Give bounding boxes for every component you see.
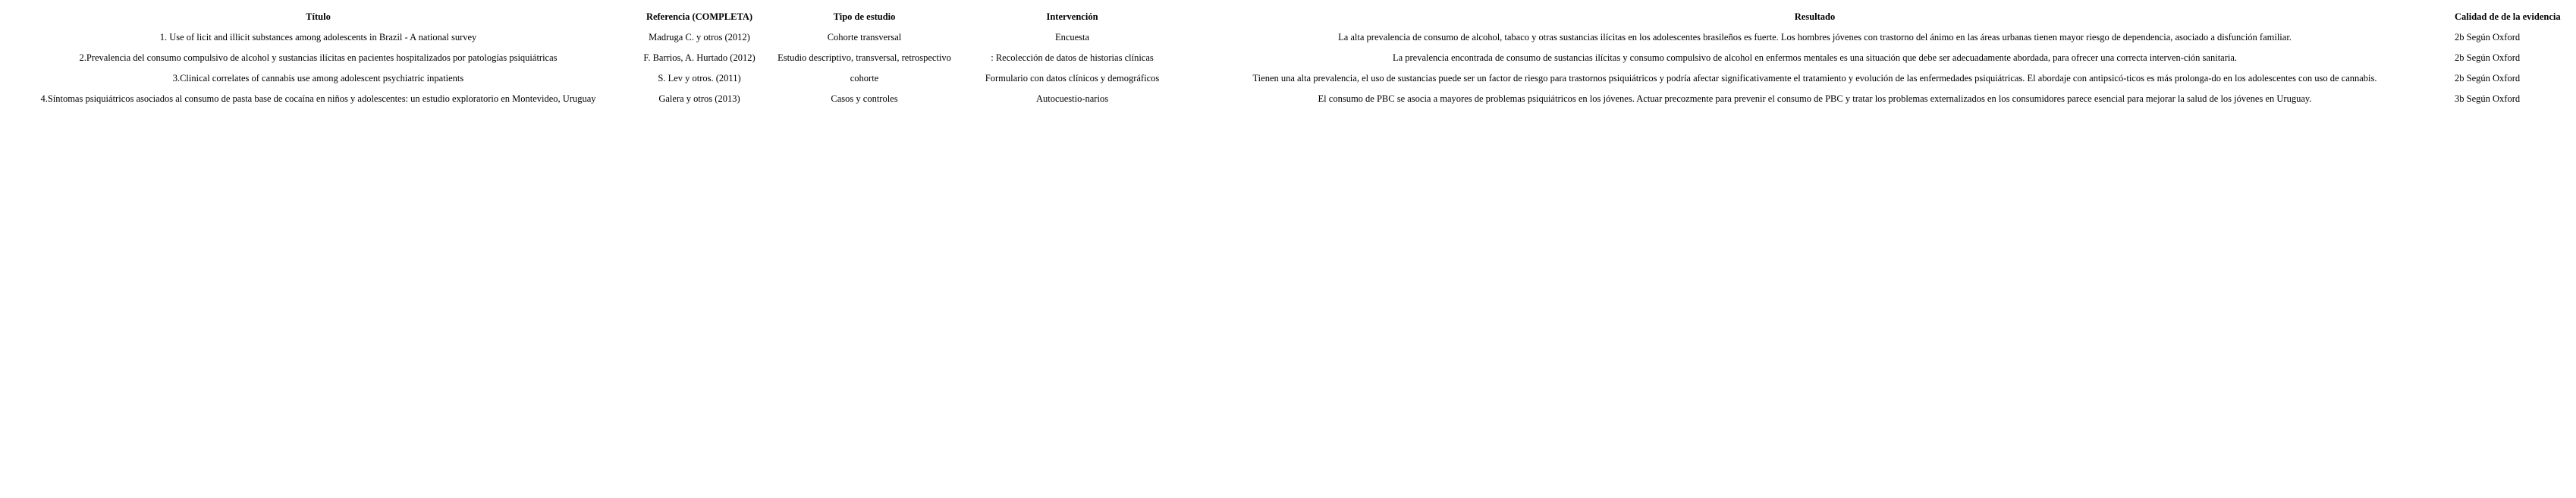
- cell-referencia: Madruga C. y otros (2012): [649, 32, 750, 43]
- cell-titulo: 4.Síntomas psiquiátricos asociados al consumo de pasta base de cocaína en niños y adolescentes: un estudio exploratorio en Montevideo, Uruguay: [40, 93, 596, 104]
- cell-titulo: 2.Prevalencia del consumo compulsivo de alcohol y sustancias ilícitas en pacientes hospitalizados por patologías psiquiátricas: [79, 52, 558, 63]
- table-header: [0, 7, 2576, 27]
- header-calidad-evidencia: Calidad de de la evidencia: [2455, 11, 2561, 22]
- cell-intervencion: Formulario con datos clínicos y demográficos: [985, 73, 1160, 84]
- header-tipo-estudio: Tipo de estudio: [833, 11, 896, 22]
- cell-calidad-evidencia: 2b Según Oxford: [2455, 73, 2521, 84]
- cell-referencia: S. Lev y otros. (2011): [658, 73, 741, 84]
- cell-resultado: El consumo de PBC se asocia a mayores de problemas psiquiátricos en los jóvenes. Actuar precozmente para prevenir el consumo de PBC y tratar los problemas externalizados en los consumidores parece esencial para mejorar la salud de los jóvenes en Uruguay.: [1318, 93, 2312, 104]
- header-referencia: Referencia (COMPLETA): [646, 11, 753, 22]
- header-resultado: Resultado: [1794, 11, 1836, 22]
- cell-tipo-estudio: Cohorte transversal: [827, 32, 902, 43]
- cell-calidad-evidencia: 3b Según Oxford: [2455, 93, 2521, 104]
- cell-resultado: Tienen una alta prevalencia, el uso de sustancias puede ser un factor de riesgo para trastornos psiquiátricos y podría afectar significativamente el tratamiento y evolución de las enfermedades psiquiátricas. El abordaje con antipsicó-ticos es más prolonga-do en los adolescentes con uso de cannabis.: [1252, 73, 2377, 84]
- cell-intervencion: Autocuestio-narios: [1035, 93, 1109, 104]
- cell-referencia: Galera y otros (2013): [658, 93, 740, 104]
- cell-calidad-evidencia: 2b Según Oxford: [2455, 52, 2521, 63]
- cell-resultado: La alta prevalencia de consumo de alcohol, tabaco y otras sustancias ilícitas en los adolescentes brasileños es fuerte. Los hombres jóvenes con trastorno del ánimo en las áreas urbanas tienen mayor riesgo de dependencia, asociado a disfunción familiar.: [1338, 32, 2292, 43]
- cell-titulo: 1. Use of licit and illicit substances among adolescents in Brazil - A national survey: [159, 32, 477, 43]
- cell-referencia: F. Barrios, A. Hurtado (2012): [643, 52, 756, 63]
- table-row: [0, 27, 2576, 48]
- header-titulo: Título: [306, 11, 331, 22]
- cell-intervencion: Encuesta: [1054, 32, 1090, 43]
- table-row: [0, 89, 2576, 109]
- evidence-table: [0, 7, 2576, 109]
- cell-intervencion: : Recolección de datos de historias clínicas: [991, 52, 1154, 63]
- cell-tipo-estudio: cohorte: [850, 73, 879, 84]
- header-intervencion: Intervención: [1046, 11, 1098, 22]
- cell-tipo-estudio: Casos y controles: [831, 93, 898, 104]
- cell-titulo: 3.Clinical correlates of cannabis use among adolescent psychiatric inpatients: [172, 73, 464, 84]
- table-body: [0, 27, 2576, 109]
- table-row: [0, 48, 2576, 68]
- table-row: [0, 68, 2576, 89]
- cell-calidad-evidencia: 2b Según Oxford: [2455, 32, 2521, 43]
- cell-resultado: La prevalencia encontrada de consumo de sustancias ilícitas y consumo compulsivo de alcohol en enfermos mentales es una situación que debe ser adecuadamente abordada, para ofrecer una correcta interven-ción sanitaria.: [1392, 52, 2238, 63]
- cell-tipo-estudio: Estudio descriptivo, transversal, retrospectivo: [778, 52, 951, 63]
- header-row: [0, 7, 2576, 27]
